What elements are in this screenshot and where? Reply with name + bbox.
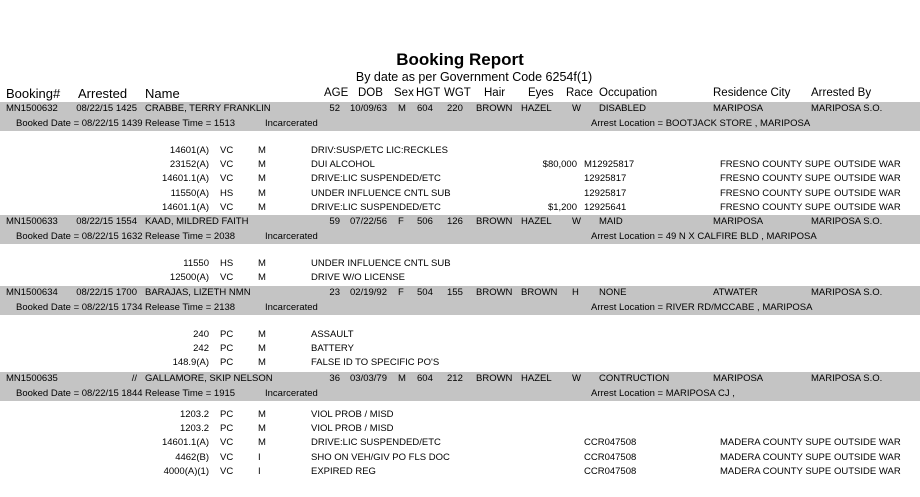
warrant-agency: FRESNO COUNTY SUPE: [720, 201, 831, 213]
age: 52: [329, 103, 340, 114]
charge-code: 240: [193, 329, 209, 340]
charge-level: M: [258, 357, 266, 369]
warrant-agency: MADERA COUNTY SUPE: [720, 451, 832, 463]
race: W: [572, 373, 581, 384]
booking-status: Incarcerated: [265, 388, 318, 399]
weight: 126: [447, 216, 463, 227]
col-occupation: Occupation: [599, 87, 658, 99]
arrested-by: MARIPOSA S.O.: [811, 373, 883, 384]
bail-amount: $1,200: [547, 201, 577, 213]
sex: M: [398, 373, 406, 384]
booking-number: MN1500634: [6, 287, 58, 298]
charge-type: VC: [220, 159, 234, 171]
charge-level: M: [258, 437, 266, 449]
charge-description: VIOL PROB / MISD: [311, 423, 394, 435]
race: W: [572, 103, 581, 114]
charge-level: M: [258, 423, 266, 435]
release-time: Release Time = 1915: [145, 388, 236, 399]
warrant-number: 12925641: [584, 201, 627, 213]
sex: F: [398, 287, 404, 298]
charge-code: 11550: [183, 258, 209, 269]
charge-type: VC: [220, 451, 234, 463]
warrant-agency: MADERA COUNTY SUPE: [720, 437, 832, 449]
inmate-name: KAAD, MILDRED FAITH: [145, 216, 249, 227]
charge-description: DUI ALCOHOL: [311, 159, 375, 171]
inmate-name: GALLAMORE, SKIP NELSON: [145, 373, 273, 384]
weight: 155: [447, 287, 463, 298]
warrant-type: OUTSIDE WAR: [834, 465, 901, 477]
arrested-datetime: 08/22/15 1425: [76, 103, 137, 114]
warrant-agency: FRESNO COUNTY SUPE: [720, 159, 831, 171]
charge-description: SHO ON VEH/GIV PO FLS DOC: [311, 451, 450, 463]
arrested-datetime: 08/22/15 1700: [76, 287, 137, 298]
occupation: DISABLED: [599, 103, 646, 114]
residence-city: MARIPOSA: [713, 373, 764, 384]
warrant-type: OUTSIDE WAR: [834, 437, 901, 449]
charge-type: VC: [220, 437, 234, 449]
charge-code: 148.9(A): [172, 357, 209, 369]
eyes: HAZEL: [521, 373, 552, 384]
charge-level: M: [258, 159, 266, 171]
charge-level: M: [258, 173, 266, 185]
arrested-by: MARIPOSA S.O.: [811, 103, 883, 114]
charge-code: 14601.1(A): [161, 437, 209, 449]
charge-type: VC: [220, 465, 234, 477]
booking-number: MN1500633: [6, 216, 58, 227]
charge-level: M: [258, 343, 266, 355]
charge-description: DRIVE W/O LICENSE: [311, 272, 405, 284]
col-residence-city: Residence City: [713, 87, 791, 99]
dob: 02/19/92: [350, 287, 387, 298]
weight: 212: [447, 373, 463, 384]
charge-type: PC: [220, 329, 234, 340]
charge-level: M: [258, 258, 266, 269]
inmate-name: CRABBE, TERRY FRANKLIN: [145, 103, 271, 114]
hair: BROWN: [476, 287, 513, 298]
booking-status: Incarcerated: [265, 231, 318, 242]
col-booking: Booking#: [6, 86, 61, 101]
hair: BROWN: [476, 373, 513, 384]
dob: 07/22/56: [350, 216, 387, 227]
arrested-by: MARIPOSA S.O.: [811, 287, 883, 298]
charge-type: PC: [220, 423, 234, 435]
height: 506: [417, 216, 433, 227]
height: 604: [417, 373, 433, 384]
residence-city: ATWATER: [713, 287, 758, 298]
col-race: Race: [566, 87, 593, 99]
report-title: Booking Report: [396, 50, 524, 69]
warrant-type: OUTSIDE WAR: [834, 159, 901, 171]
age: 59: [329, 216, 340, 227]
warrant-type: OUTSIDE WAR: [834, 173, 901, 185]
occupation: NONE: [599, 287, 627, 298]
col-hair: Hair: [484, 87, 506, 99]
charge-code: 1203.2: [179, 409, 209, 420]
charge-description: EXPIRED REG: [311, 465, 376, 477]
booked-date: Booked Date = 08/22/15 1439: [16, 118, 143, 129]
dob: 10/09/63: [350, 103, 387, 114]
charge-code: 14601(A): [169, 145, 209, 156]
height: 604: [417, 103, 433, 114]
booked-date: Booked Date = 08/22/15 1734: [16, 302, 143, 313]
arrest-location: Arrest Location = RIVER RD/MCCABE , MARIPOSA: [591, 302, 813, 313]
charge-description: DRIV:SUSP/ETC LIC:RECKLES: [311, 145, 448, 156]
charge-type: PC: [220, 343, 234, 355]
report-subtitle: By date as per Government Code 6254f(1): [355, 70, 593, 84]
warrant-agency: FRESNO COUNTY SUPE: [720, 173, 831, 185]
booking-status: Incarcerated: [265, 118, 318, 129]
warrant-type: OUTSIDE WAR: [834, 187, 901, 199]
sex: F: [398, 216, 404, 227]
charge-type: PC: [220, 357, 234, 369]
arrest-location: Arrest Location = BOOTJACK STORE , MARIPOSA: [591, 118, 811, 129]
charge-description: DRIVE:LIC SUSPENDED/ETC: [311, 437, 441, 449]
eyes: HAZEL: [521, 103, 552, 114]
col-hgt: HGT: [416, 87, 441, 99]
charge-level: M: [258, 329, 266, 340]
occupation: CONTRUCTION: [599, 373, 670, 384]
warrant-number: CCR047508: [584, 465, 637, 477]
hair: BROWN: [476, 103, 513, 114]
col-wgt: WGT: [444, 87, 471, 99]
charge-code: 14601.1(A): [161, 201, 209, 213]
col-dob: DOB: [358, 87, 383, 99]
dob: 03/03/79: [350, 373, 387, 384]
charge-description: DRIVE:LIC SUSPENDED/ETC: [311, 201, 441, 213]
charge-code: 14601.1(A): [161, 173, 209, 185]
warrant-type: OUTSIDE WAR: [834, 201, 901, 213]
charge-type: VC: [220, 201, 234, 213]
charge-description: DRIVE:LIC SUSPENDED/ETC: [311, 173, 441, 185]
charge-type: VC: [220, 272, 234, 284]
release-time: Release Time = 1513: [145, 118, 236, 129]
booked-date: Booked Date = 08/22/15 1844: [16, 388, 143, 399]
charge-level: M: [258, 145, 266, 156]
age: 36: [329, 373, 340, 384]
eyes: BROWN: [521, 287, 558, 298]
charge-code: 242: [193, 343, 209, 355]
booking-status: Incarcerated: [265, 302, 318, 313]
charge-description: FALSE ID TO SPECIFIC PO'S: [311, 357, 440, 369]
charge-code: 12500(A): [169, 272, 209, 284]
eyes: HAZEL: [521, 216, 552, 227]
warrant-type: OUTSIDE WAR: [834, 451, 901, 463]
arrested-datetime: //: [131, 373, 137, 384]
bail-amount: $80,000: [542, 159, 577, 171]
age: 23: [329, 287, 340, 298]
sex: M: [398, 103, 406, 114]
arrest-location: Arrest Location = 49 N X CALFIRE BLD , MARIPOSA: [591, 231, 817, 242]
charge-level: M: [258, 272, 266, 284]
charge-level: I: [258, 465, 261, 477]
charge-type: PC: [220, 409, 234, 420]
col-name: Name: [145, 86, 180, 101]
race: W: [572, 216, 581, 227]
charge-code: 1203.2: [179, 423, 209, 435]
charge-code: 11550(A): [170, 187, 209, 199]
charge-type: HS: [220, 258, 234, 269]
arrested-datetime: 08/22/15 1554: [76, 216, 137, 227]
warrant-number: CCR047508: [584, 437, 637, 449]
col-eyes: Eyes: [528, 87, 554, 99]
charge-type: HS: [220, 187, 234, 199]
booked-date: Booked Date = 08/22/15 1632: [16, 231, 143, 242]
release-time: Release Time = 2038: [145, 231, 236, 242]
release-time: Release Time = 2138: [145, 302, 236, 313]
booking-number: MN1500635: [6, 373, 58, 384]
warrant-number: 12925817: [584, 187, 627, 199]
charge-code: 23152(A): [169, 159, 209, 171]
col-arrested: Arrested: [78, 86, 128, 101]
occupation: MAID: [599, 216, 623, 227]
weight: 220: [447, 103, 463, 114]
charge-level: I: [258, 451, 261, 463]
charge-description: UNDER INFLUENCE CNTL SUB: [311, 187, 451, 199]
charge-description: VIOL PROB / MISD: [311, 409, 394, 420]
charge-description: ASSAULT: [311, 329, 354, 340]
charge-type: VC: [220, 145, 234, 156]
race: H: [572, 287, 579, 298]
col-age: AGE: [324, 87, 349, 99]
residence-city: MARIPOSA: [713, 103, 764, 114]
warrant-agency: MADERA COUNTY SUPE: [720, 465, 832, 477]
col-arrested-by: Arrested By: [811, 87, 872, 99]
hair: BROWN: [476, 216, 513, 227]
booking-number: MN1500632: [6, 103, 58, 114]
warrant-number: M12925817: [584, 159, 635, 171]
charge-code: 4000(A)(1): [163, 465, 209, 477]
charge-type: VC: [220, 173, 234, 185]
charge-description: BATTERY: [311, 343, 354, 355]
residence-city: MARIPOSA: [713, 216, 764, 227]
warrant-agency: FRESNO COUNTY SUPE: [720, 187, 831, 199]
col-sex: Sex: [394, 87, 414, 99]
warrant-number: CCR047508: [584, 451, 637, 463]
arrest-location: Arrest Location = MARIPOSA CJ ,: [591, 388, 735, 399]
inmate-name: BARAJAS, LIZETH NMN: [145, 287, 251, 298]
charge-level: M: [258, 409, 266, 420]
charge-level: M: [258, 187, 266, 199]
charge-description: UNDER INFLUENCE CNTL SUB: [311, 258, 451, 269]
height: 504: [417, 287, 433, 298]
charge-code: 4462(B): [175, 451, 209, 463]
arrested-by: MARIPOSA S.O.: [811, 216, 883, 227]
warrant-number: 12925817: [584, 173, 627, 185]
charge-level: M: [258, 201, 266, 213]
